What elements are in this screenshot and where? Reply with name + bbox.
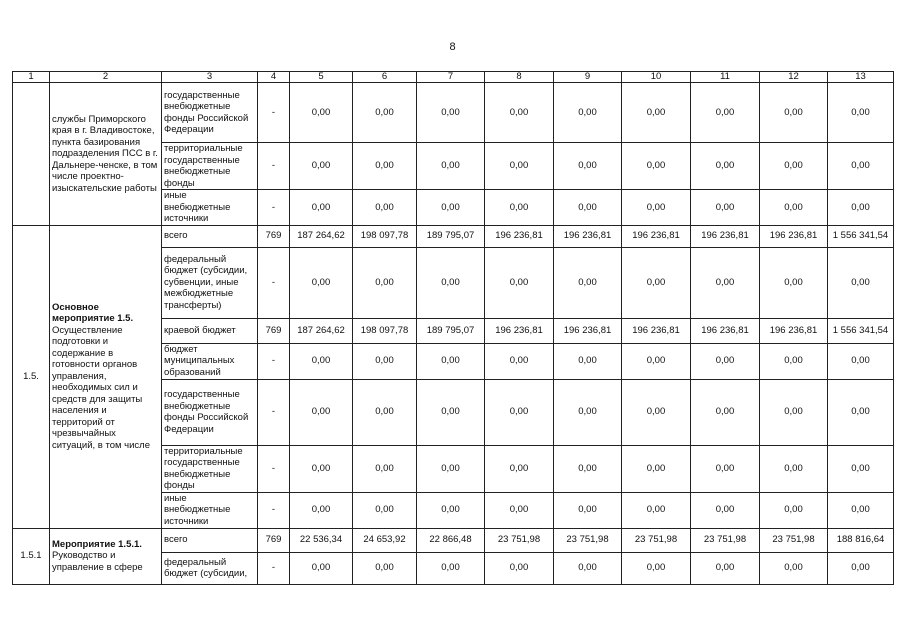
value-cell: 0,00	[485, 343, 554, 379]
value-cell: 196 236,81	[485, 225, 554, 247]
value-cell: 196 236,81	[622, 225, 691, 247]
funding-source: всего	[162, 528, 258, 552]
value-cell: 0,00	[760, 445, 828, 492]
value-cell: 0,00	[353, 343, 417, 379]
funding-source: краевой бюджет	[162, 318, 258, 343]
value-cell: 0,00	[760, 492, 828, 528]
header-cell: 10	[622, 72, 691, 83]
grbs-code: -	[258, 143, 290, 190]
grbs-code: -	[258, 379, 290, 445]
value-cell: 187 264,62	[290, 225, 353, 247]
header-cell: 8	[485, 72, 554, 83]
item-description	[50, 528, 162, 584]
value-cell: 0,00	[691, 143, 760, 190]
value-cell: 1 556 341,54	[828, 225, 894, 247]
header-cell: 3	[162, 72, 258, 83]
item-title: Основное мероприятие 1.5.	[52, 301, 134, 325]
grbs-code: 769	[258, 225, 290, 247]
funding-source: иные внебюджетные источники	[162, 492, 258, 528]
value-cell: 0,00	[417, 492, 485, 528]
value-cell: 0,00	[554, 247, 622, 318]
value-cell: 0,00	[290, 492, 353, 528]
value-cell: 0,00	[485, 83, 554, 143]
value-cell: 1 556 341,54	[828, 318, 894, 343]
funding-source: всего	[162, 225, 258, 247]
value-cell: 23 751,98	[691, 528, 760, 552]
value-cell: 0,00	[691, 190, 760, 226]
value-cell: 189 795,07	[417, 318, 485, 343]
funding-source: бюджет муниципальных образований	[162, 343, 258, 379]
value-cell: 196 236,81	[554, 225, 622, 247]
value-cell: 0,00	[691, 343, 760, 379]
header-cell: 9	[554, 72, 622, 83]
value-cell: 0,00	[290, 83, 353, 143]
value-cell: 0,00	[417, 379, 485, 445]
grbs-code: -	[258, 492, 290, 528]
value-cell: 0,00	[828, 190, 894, 226]
item-number: 1.5.	[13, 225, 50, 528]
value-cell: 0,00	[485, 190, 554, 226]
value-cell: 0,00	[290, 552, 353, 584]
header-cell: 12	[760, 72, 828, 83]
value-cell: 196 236,81	[554, 318, 622, 343]
header-cell: 4	[258, 72, 290, 83]
value-cell: 196 236,81	[622, 318, 691, 343]
value-cell: 0,00	[760, 190, 828, 226]
table-row	[13, 225, 894, 247]
table-row	[13, 528, 894, 552]
item-number: 1.5.1	[13, 528, 50, 584]
value-cell: 0,00	[353, 379, 417, 445]
value-cell: 0,00	[485, 379, 554, 445]
value-cell: 0,00	[417, 552, 485, 584]
funding-source: территориальные государственные внебюджетные фонды	[162, 445, 258, 492]
value-cell: 0,00	[417, 143, 485, 190]
value-cell: 0,00	[353, 190, 417, 226]
value-cell: 0,00	[554, 83, 622, 143]
grbs-code: 769	[258, 528, 290, 552]
value-cell: 0,00	[691, 445, 760, 492]
page-number: 8	[449, 41, 456, 53]
value-cell: 196 236,81	[760, 225, 828, 247]
value-cell: 0,00	[622, 552, 691, 584]
value-cell: 0,00	[828, 552, 894, 584]
funding-source: иные внебюджетные источники	[162, 190, 258, 226]
value-cell: 0,00	[828, 83, 894, 143]
value-cell: 22 866,48	[417, 528, 485, 552]
value-cell: 198 097,78	[353, 318, 417, 343]
value-cell: 196 236,81	[485, 318, 554, 343]
header-cell: 1	[13, 72, 50, 83]
value-cell: 0,00	[290, 190, 353, 226]
value-cell: 0,00	[417, 445, 485, 492]
grbs-code: -	[258, 247, 290, 318]
value-cell: 0,00	[691, 552, 760, 584]
item-text: Руководство и управление в сфере	[52, 550, 143, 573]
value-cell: 0,00	[691, 247, 760, 318]
value-cell: 0,00	[691, 379, 760, 445]
value-cell: 0,00	[554, 552, 622, 584]
value-cell: 0,00	[554, 190, 622, 226]
value-cell: 23 751,98	[622, 528, 691, 552]
funding-source: федеральный бюджет (субсидии,	[162, 552, 258, 584]
value-cell: 0,00	[622, 379, 691, 445]
value-cell: 0,00	[554, 343, 622, 379]
value-cell: 0,00	[760, 379, 828, 445]
value-cell: 0,00	[760, 83, 828, 143]
value-cell: 189 795,07	[417, 225, 485, 247]
grbs-code: -	[258, 83, 290, 143]
value-cell: 0,00	[760, 247, 828, 318]
item-text: службы Приморского края в г. Владивостоке, пункта базирования подразделения ПСС в г. Дальнере-ченске, в том числе проектно-изыскательские работы	[52, 113, 158, 194]
grbs-code: -	[258, 552, 290, 584]
value-cell: 0,00	[828, 379, 894, 445]
value-cell: 196 236,81	[691, 318, 760, 343]
header-row	[13, 72, 894, 83]
item-description	[50, 83, 162, 226]
item-title: Мероприятие 1.5.1.	[52, 538, 142, 550]
value-cell: 0,00	[290, 343, 353, 379]
value-cell: 0,00	[622, 492, 691, 528]
value-cell: 0,00	[622, 190, 691, 226]
value-cell: 0,00	[353, 445, 417, 492]
item-number	[13, 83, 50, 226]
value-cell: 0,00	[760, 343, 828, 379]
value-cell: 0,00	[691, 83, 760, 143]
value-cell: 0,00	[828, 343, 894, 379]
value-cell: 0,00	[828, 445, 894, 492]
funding-source: федеральный бюджет (субсидии, субвенции, иные межбюджетные трансферты)	[162, 247, 258, 318]
header-cell: 11	[691, 72, 760, 83]
value-cell: 0,00	[828, 247, 894, 318]
value-cell: 23 751,98	[554, 528, 622, 552]
value-cell: 0,00	[417, 247, 485, 318]
value-cell: 23 751,98	[760, 528, 828, 552]
item-text: Осуществление подготовки и содержание в готовности органов управления, необходимых сил и средств для защиты населения и территорий от чрезвычайных ситуаций, в том числе	[52, 324, 150, 451]
value-cell: 0,00	[353, 247, 417, 318]
value-cell: 0,00	[290, 379, 353, 445]
header-cell: 5	[290, 72, 353, 83]
value-cell: 187 264,62	[290, 318, 353, 343]
header-cell: 13	[828, 72, 894, 83]
value-cell: 0,00	[417, 190, 485, 226]
funding-source: территориальные государственные внебюджетные фонды	[162, 143, 258, 190]
value-cell: 0,00	[485, 492, 554, 528]
value-cell: 0,00	[691, 492, 760, 528]
value-cell: 0,00	[622, 247, 691, 318]
value-cell: 196 236,81	[760, 318, 828, 343]
value-cell: 0,00	[485, 247, 554, 318]
value-cell: 0,00	[828, 143, 894, 190]
value-cell: 0,00	[417, 343, 485, 379]
funding-source: государственные внебюджетные фонды Российской Федерации	[162, 379, 258, 445]
table-row	[13, 83, 894, 143]
value-cell: 0,00	[485, 143, 554, 190]
value-cell: 0,00	[290, 445, 353, 492]
value-cell: 0,00	[485, 552, 554, 584]
value-cell: 0,00	[353, 83, 417, 143]
value-cell: 0,00	[554, 492, 622, 528]
budget-table	[12, 71, 894, 585]
value-cell: 196 236,81	[691, 225, 760, 247]
header-cell: 2	[50, 72, 162, 83]
value-cell: 0,00	[554, 143, 622, 190]
value-cell: 0,00	[554, 379, 622, 445]
header-cell: 7	[417, 72, 485, 83]
value-cell: 0,00	[353, 492, 417, 528]
value-cell: 0,00	[554, 445, 622, 492]
grbs-code: -	[258, 343, 290, 379]
value-cell: 0,00	[485, 445, 554, 492]
header-cell: 6	[353, 72, 417, 83]
funding-source: государственные внебюджетные фонды Российской Федерации	[162, 83, 258, 143]
value-cell: 22 536,34	[290, 528, 353, 552]
value-cell: 0,00	[353, 552, 417, 584]
value-cell: 23 751,98	[485, 528, 554, 552]
value-cell: 0,00	[622, 143, 691, 190]
grbs-code: -	[258, 190, 290, 226]
value-cell: 0,00	[622, 83, 691, 143]
value-cell: 0,00	[760, 143, 828, 190]
value-cell: 0,00	[760, 552, 828, 584]
value-cell: 0,00	[353, 143, 417, 190]
grbs-code: -	[258, 445, 290, 492]
grbs-code: 769	[258, 318, 290, 343]
value-cell: 0,00	[622, 343, 691, 379]
value-cell: 0,00	[290, 247, 353, 318]
value-cell: 0,00	[622, 445, 691, 492]
value-cell: 0,00	[417, 83, 485, 143]
item-description	[50, 225, 162, 528]
value-cell: 188 816,64	[828, 528, 894, 552]
value-cell: 0,00	[828, 492, 894, 528]
value-cell: 0,00	[290, 143, 353, 190]
value-cell: 24 653,92	[353, 528, 417, 552]
value-cell: 198 097,78	[353, 225, 417, 247]
